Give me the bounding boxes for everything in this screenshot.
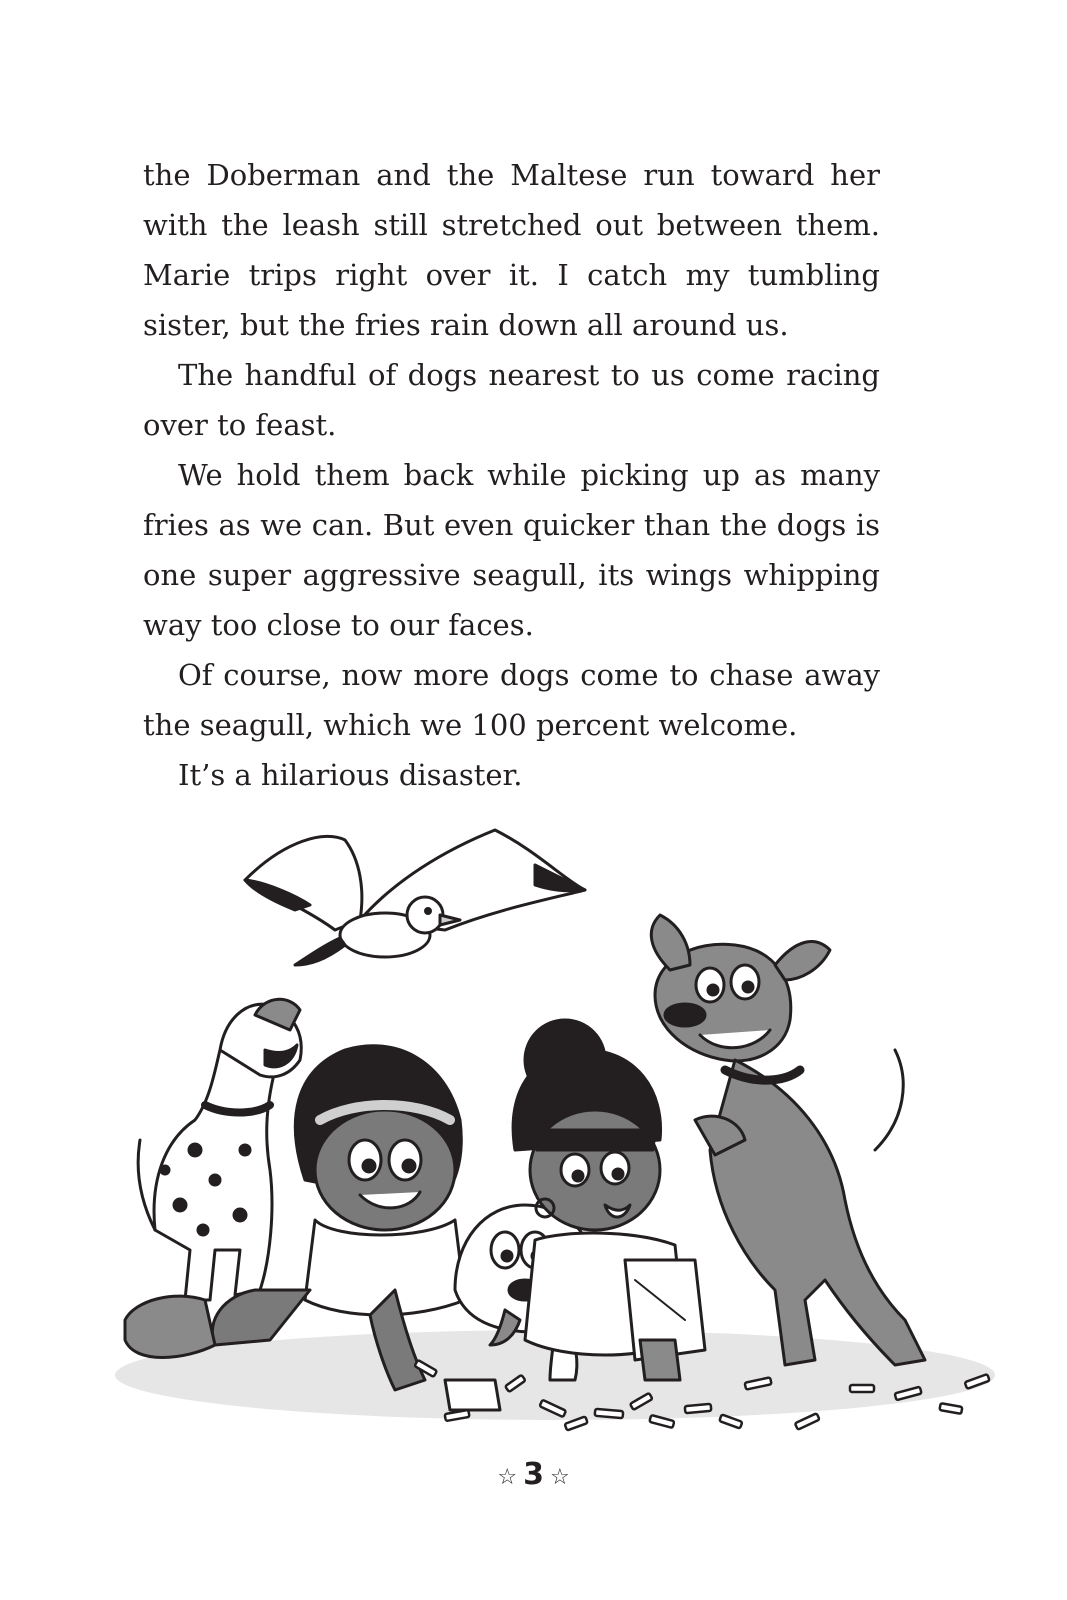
dalmatian-icon <box>138 999 301 1300</box>
girl-with-bangs-icon <box>513 1020 705 1380</box>
page-number-value: 3 <box>523 1457 544 1492</box>
star-left-icon: ☆ <box>497 1465 518 1490</box>
paragraph-4: Of course, now more dogs come to chase away the seagull, which we 100 percent welcome. <box>143 658 880 742</box>
page-number <box>0 1455 1067 1498</box>
illustration <box>95 820 1005 1445</box>
paragraph-2: The handful of dogs nearest to us come racing over to feast. <box>143 358 880 442</box>
star-right-icon: ☆ <box>549 1465 570 1490</box>
paragraph-1: the Doberman and the Maltese run toward her with the leash still stretched out between them. Marie trips right over it. I catch my tumbling sister, but the fries rain down all around us. <box>143 158 880 342</box>
body-text <box>143 150 880 800</box>
seagull-icon <box>245 830 585 965</box>
paragraph-3: We hold them back while picking up as many fries as we can. But even quicker than the dogs is one super aggressive seagull, its wings whipping way too close to our faces. <box>143 458 880 642</box>
paragraph-5: It’s a hilarious disaster. <box>178 758 523 792</box>
